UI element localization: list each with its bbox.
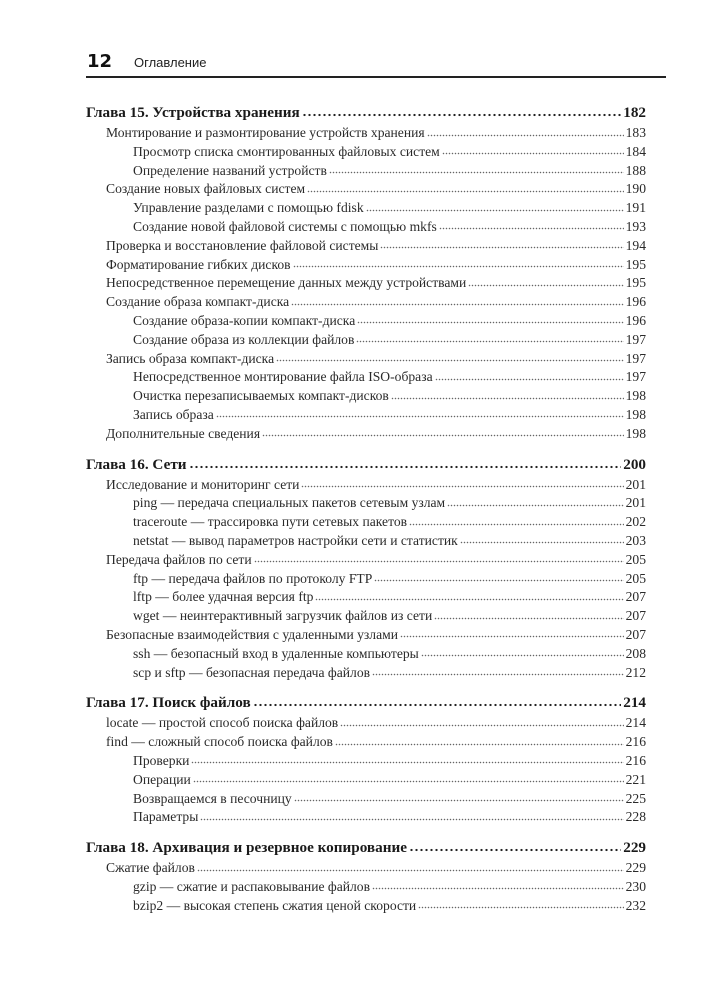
toc-entry-page: 207 xyxy=(625,608,646,624)
toc-entry-title: Параметры xyxy=(133,809,199,825)
toc-entry-title: Создание образа компакт-диска xyxy=(106,294,290,310)
dot-leader xyxy=(329,171,624,175)
toc-entry-page: 201 xyxy=(625,495,646,511)
toc-entry[interactable] xyxy=(86,752,646,771)
toc-entry-page: 197 xyxy=(625,331,646,347)
dot-leader xyxy=(374,579,623,583)
toc-entry-page: 191 xyxy=(625,200,646,216)
toc-entry-page: 207 xyxy=(625,589,646,605)
toc-entry-page: 198 xyxy=(625,388,646,404)
toc-entry-page: 197 xyxy=(625,350,646,366)
toc-entry-page: 221 xyxy=(625,771,646,787)
toc-entry[interactable] xyxy=(86,180,646,199)
toc-entry-page: 182 xyxy=(623,104,646,121)
dot-leader xyxy=(435,377,624,381)
toc-entry-page: 225 xyxy=(625,790,646,806)
toc-entry[interactable] xyxy=(86,124,646,143)
toc-entry-title: Глава 17. Поиск файлов xyxy=(86,694,251,712)
toc-entry[interactable] xyxy=(86,513,646,532)
toc-entry[interactable] xyxy=(86,143,646,162)
dot-leader xyxy=(302,113,621,117)
dot-leader xyxy=(357,321,623,325)
toc-entry-title: Безопасные взаимодействия с удаленными узлами xyxy=(106,626,398,642)
toc-entry-title: ftp — передача файлов по протоколу FTP xyxy=(133,570,373,586)
toc-entry-title: Непосредственное перемещение данных между устройствами xyxy=(106,275,467,291)
toc-entry-title: wget — неинтерактивный загрузчик файлов из сети xyxy=(133,608,433,624)
toc-entry[interactable] xyxy=(86,733,646,752)
dot-leader xyxy=(200,817,623,821)
toc-entry-title: Глава 15. Устройства хранения xyxy=(86,104,300,121)
toc-entry[interactable] xyxy=(86,532,646,551)
dot-leader xyxy=(439,227,624,231)
dot-leader xyxy=(427,133,624,137)
toc-entry[interactable] xyxy=(86,425,646,444)
toc-entry-title: Сжатие файлов xyxy=(106,860,195,876)
dot-leader xyxy=(372,673,624,677)
toc-entry-title: traceroute — трассировка пути сетевых пакетов xyxy=(133,514,408,530)
toc-entry-page: 183 xyxy=(625,125,646,140)
toc-entry-title: Запись образа компакт-диска xyxy=(106,350,275,366)
dot-leader xyxy=(307,189,624,193)
toc-entry[interactable] xyxy=(86,551,646,570)
toc-entry-title: Непосредственное монтирование файла ISO-образа xyxy=(133,369,433,385)
toc-entry-title: scp и sftp — безопасная передача файлов xyxy=(133,664,371,680)
toc-entry-title: Просмотр списка смонтированных файловых систем xyxy=(133,143,440,159)
page-number: 12 xyxy=(87,51,113,72)
toc-entry[interactable] xyxy=(86,588,646,607)
dot-leader xyxy=(380,246,623,250)
toc-entry-title: Форматирование гибких дисков xyxy=(106,256,291,272)
toc-entry-page: 214 xyxy=(625,715,646,731)
toc-entry[interactable] xyxy=(86,859,646,878)
dot-leader xyxy=(356,340,623,344)
toc-entry-page: 212 xyxy=(625,664,646,680)
dot-leader xyxy=(468,283,623,287)
table-of-contents xyxy=(86,101,646,915)
toc-entry-page: 229 xyxy=(625,860,646,876)
dot-leader xyxy=(447,503,623,507)
toc-entry-page: 190 xyxy=(625,181,646,197)
toc-entry-title: Возвращаемся в песочницу xyxy=(133,790,292,806)
dot-leader xyxy=(335,742,624,746)
toc-entry[interactable] xyxy=(86,808,646,827)
toc-entry-page: 196 xyxy=(625,312,646,328)
dot-leader xyxy=(366,208,624,212)
toc-entry-title: netstat — вывод параметров настройки сети и статистик xyxy=(133,532,458,548)
toc-entry-page: 201 xyxy=(625,476,646,492)
dot-leader xyxy=(434,616,623,620)
toc-entry-title: Управление разделами с помощью fdisk xyxy=(133,200,364,216)
toc-chapter-entry[interactable] xyxy=(86,453,646,476)
toc-entry-page: 203 xyxy=(625,532,646,548)
toc-entry[interactable] xyxy=(86,476,646,495)
dot-leader xyxy=(193,780,624,784)
toc-entry-title: Проверка и восстановление файловой системы xyxy=(106,237,379,253)
toc-entry-page: 197 xyxy=(625,369,646,385)
dot-leader xyxy=(189,465,622,469)
toc-entry-page: 214 xyxy=(623,694,646,712)
toc-entry[interactable] xyxy=(86,790,646,809)
toc-entry-page: 184 xyxy=(625,143,646,159)
toc-entry[interactable] xyxy=(86,218,646,237)
toc-entry-page: 228 xyxy=(625,809,646,825)
toc-entry-title: bzip2 — высокая степень сжатия ценой скорости xyxy=(133,897,417,913)
toc-entry-title: Определение названий устройств xyxy=(133,162,327,178)
dot-leader xyxy=(421,654,624,658)
toc-entry-title: Передача файлов по сети xyxy=(106,551,252,567)
toc-entry-page: 198 xyxy=(625,425,646,441)
toc-entry[interactable] xyxy=(86,664,646,683)
toc-entry-title: Очистка перезаписываемых компакт-дисков xyxy=(133,388,389,404)
dot-leader xyxy=(340,723,623,727)
dot-leader xyxy=(460,541,624,545)
dot-leader xyxy=(262,434,624,438)
toc-entry[interactable] xyxy=(86,199,646,218)
toc-entry-page: 195 xyxy=(625,256,646,272)
dot-leader xyxy=(409,522,624,526)
toc-chapter-entry[interactable] xyxy=(86,101,646,124)
toc-entry-page: 198 xyxy=(625,406,646,422)
toc-entry-title: ping — передача специальных пакетов сетевым узлам xyxy=(133,495,446,511)
toc-entry-title: Монтирование и размонтирование устройств хранения xyxy=(106,125,425,140)
dot-leader xyxy=(291,302,623,306)
dot-leader xyxy=(191,761,623,765)
toc-entry-page: 202 xyxy=(625,514,646,530)
dot-leader xyxy=(216,415,624,419)
toc-entry[interactable] xyxy=(86,162,646,181)
toc-entry[interactable] xyxy=(86,256,646,275)
toc-entry[interactable] xyxy=(86,331,646,350)
toc-entry-title: Запись образа xyxy=(133,406,214,422)
toc-entry-title: Создание новой файловой системы с помощью mkfs xyxy=(133,218,437,234)
toc-entry-title: lftp — более удачная версия ftp xyxy=(133,589,314,605)
dot-leader xyxy=(315,597,623,601)
toc-entry-title: locate — простой способ поиска файлов xyxy=(106,715,339,731)
toc-entry-title: Глава 18. Архивация и резервное копирование xyxy=(86,839,407,857)
toc-entry[interactable] xyxy=(86,350,646,369)
page-header xyxy=(86,50,666,78)
toc-entry-title: Исследование и мониторинг сети xyxy=(106,476,300,492)
toc-entry-title: Создание новых файловых систем xyxy=(106,181,306,197)
dot-leader xyxy=(400,635,624,639)
toc-entry-title: Создание образа-копии компакт-диска xyxy=(133,312,356,328)
toc-entry-title: ssh — безопасный вход в удаленные компьютеры xyxy=(133,645,419,661)
toc-entry[interactable] xyxy=(86,406,646,425)
dot-leader xyxy=(253,703,622,707)
dot-leader xyxy=(418,906,623,910)
dot-leader xyxy=(276,359,624,363)
toc-entry[interactable] xyxy=(86,237,646,256)
toc-entry-page: 194 xyxy=(625,237,646,253)
toc-entry-page: 208 xyxy=(625,645,646,661)
dot-leader xyxy=(294,799,624,803)
toc-entry[interactable] xyxy=(86,878,646,897)
toc-entry-page: 207 xyxy=(625,626,646,642)
toc-entry[interactable] xyxy=(86,626,646,645)
dot-leader xyxy=(409,848,621,852)
dot-leader xyxy=(442,152,624,156)
dot-leader xyxy=(372,887,624,891)
toc-entry[interactable] xyxy=(86,897,646,916)
running-title: Оглавление xyxy=(134,55,207,70)
toc-entry-page: 193 xyxy=(625,218,646,234)
toc-entry-page: 195 xyxy=(625,275,646,291)
toc-entry[interactable] xyxy=(86,387,646,406)
toc-entry[interactable] xyxy=(86,607,646,626)
toc-entry-page: 232 xyxy=(625,897,646,913)
toc-entry[interactable] xyxy=(86,312,646,331)
toc-entry-title: gzip — сжатие и распаковывание файлов xyxy=(133,878,371,894)
toc-entry-title: Проверки xyxy=(133,752,190,768)
toc-entry-page: 188 xyxy=(625,162,646,178)
toc-entry[interactable] xyxy=(86,714,646,733)
toc-entry[interactable] xyxy=(86,645,646,664)
toc-entry-page: 205 xyxy=(625,570,646,586)
dot-leader xyxy=(254,560,624,564)
toc-entry-page: 229 xyxy=(623,839,646,857)
toc-entry-title: Глава 16. Сети xyxy=(86,455,187,473)
toc-entry-title: find — сложный способ поиска файлов xyxy=(106,734,333,750)
dot-leader xyxy=(391,396,624,400)
dot-leader xyxy=(293,265,624,269)
toc-entry-page: 205 xyxy=(625,551,646,567)
toc-entry[interactable] xyxy=(86,570,646,589)
toc-entry[interactable] xyxy=(86,293,646,312)
toc-entry-title: Создание образа из коллекции файлов xyxy=(133,331,355,347)
toc-entry[interactable] xyxy=(86,771,646,790)
dot-leader xyxy=(197,868,624,872)
toc-entry-page: 230 xyxy=(625,878,646,894)
toc-entry-page: 216 xyxy=(625,752,646,768)
toc-entry-title: Операции xyxy=(133,771,191,787)
toc-entry[interactable] xyxy=(86,368,646,387)
toc-entry-page: 200 xyxy=(623,455,646,473)
toc-entry[interactable] xyxy=(86,274,646,293)
toc-chapter-entry[interactable] xyxy=(86,691,646,714)
toc-entry[interactable] xyxy=(86,494,646,513)
toc-entry-page: 196 xyxy=(625,294,646,310)
toc-chapter-entry[interactable] xyxy=(86,836,646,859)
toc-entry-title: Дополнительные сведения xyxy=(106,425,261,441)
dot-leader xyxy=(301,485,623,489)
toc-entry-page: 216 xyxy=(625,734,646,750)
